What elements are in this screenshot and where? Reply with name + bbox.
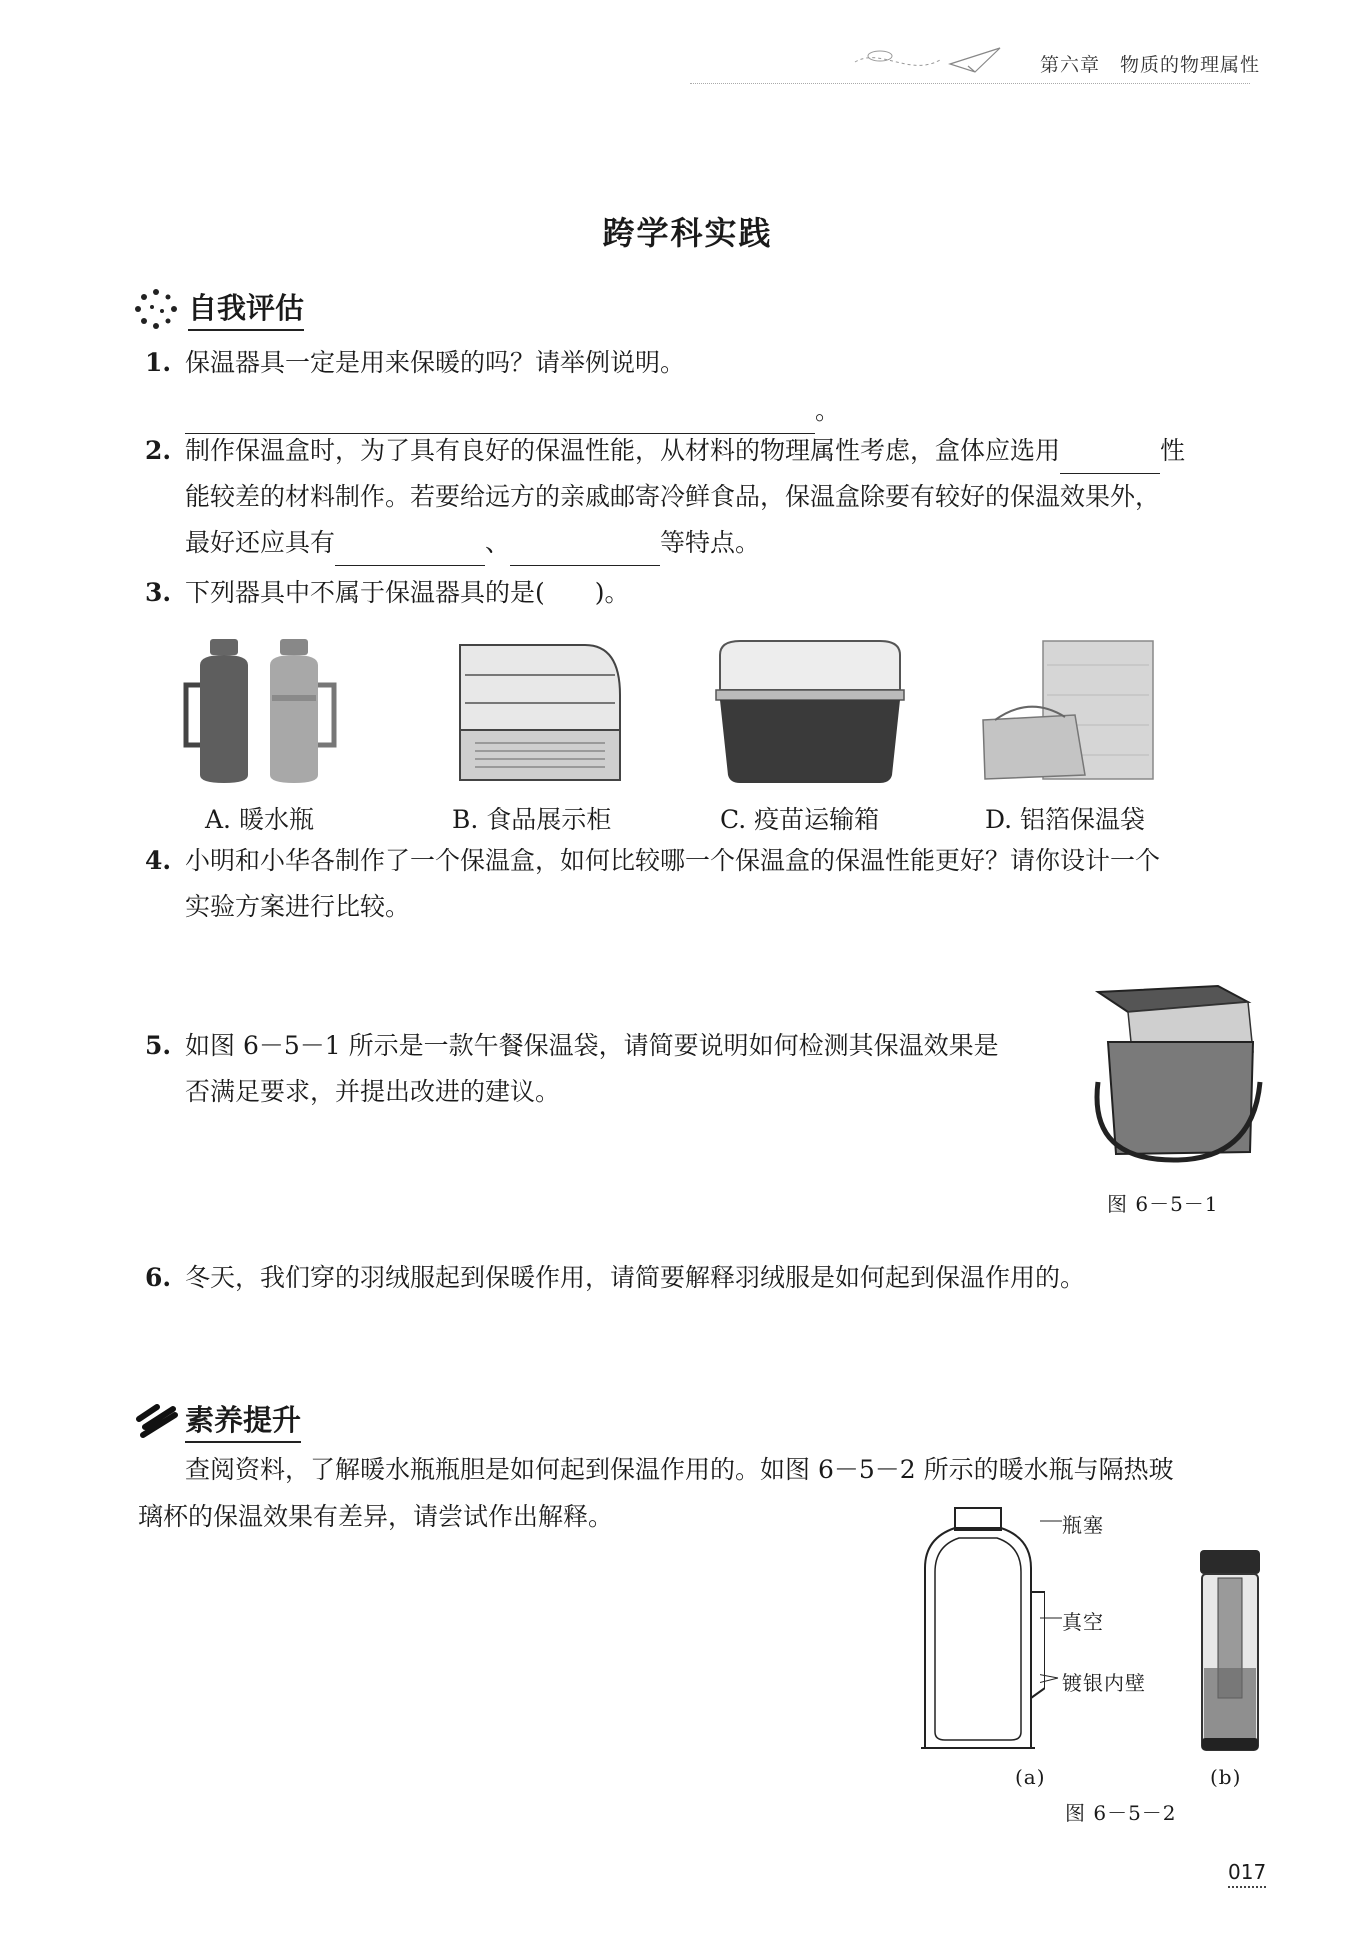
insulated-glass-cup-image [1198, 1548, 1262, 1753]
question-4 [145, 838, 1265, 930]
question-text: 冬天，我们穿的羽绒服起到保暖作用，请简要解释羽绒服是如何起到保温作用的。 [185, 1263, 1086, 1292]
question-text: 如图 6－5－1 所示是一款午餐保温袋，请简要说明如何检测其保温效果是 [185, 1031, 999, 1060]
section-heading-label: 素养提升 [185, 1398, 301, 1443]
question-6 [145, 1255, 1265, 1301]
question-text: 等特点。 [660, 528, 761, 557]
dots-icon [132, 287, 180, 331]
label-silvered-wall: 镀银内壁 [1062, 1671, 1146, 1695]
question-number: 4. [145, 846, 172, 875]
question-text: 性 [1160, 436, 1186, 465]
thermos-image [180, 635, 350, 785]
question-text: 实验方案进行比较。 [185, 892, 411, 921]
chapter-header: 第六章 物质的物理属性 [1039, 54, 1260, 76]
foil-bag-image [975, 635, 1185, 785]
period-mark: 。 [815, 396, 841, 425]
extension-question-line2: 璃杯的保温效果有差异，请尝试作出解释。 [138, 1502, 614, 1531]
page-number: 017 [1228, 1860, 1266, 1888]
page-title: 跨学科实践 [602, 214, 773, 252]
question-text: 小明和小华各制作了一个保温盒，如何比较哪一个保温盒的保温性能更好？请你设计一个 [185, 846, 1161, 875]
paper-plane-decoration [850, 42, 1010, 82]
label-vacuum: 真空 [1062, 1610, 1104, 1634]
option-b[interactable]: B. 食品展示柜 [452, 805, 612, 834]
question-number: 1. [145, 348, 172, 377]
display-cabinet-image [455, 635, 625, 785]
section-heading-label: 自我评估 [188, 286, 304, 331]
subfigure-b-label: (b) [1210, 1765, 1242, 1789]
question-2 [145, 428, 1265, 566]
section-literacy-improvement [135, 1398, 301, 1443]
option-a[interactable]: A. 暖水瓶 [205, 805, 314, 834]
question-5 [145, 1023, 1065, 1115]
question-number: 3. [145, 578, 172, 607]
vaccine-cooler-image [710, 635, 910, 785]
question-text: 否满足要求，并提出改进的建议。 [185, 1077, 561, 1106]
separator: 、 [485, 528, 511, 557]
question-text: 能较差的材料制作。若要给远方的亲戚邮寄冷鲜食品，保温盒除要有较好的保温效果外， [185, 482, 1161, 511]
question-text: 下列器具中不属于保温器具的是( )。 [185, 578, 630, 607]
option-d[interactable]: D. 铝箔保温袋 [985, 805, 1146, 834]
header-divider [690, 83, 1250, 84]
answer-blank[interactable] [335, 535, 485, 566]
double-slash-icon [135, 1403, 179, 1439]
question-3 [145, 570, 630, 616]
question-text: 制作保温盒时，为了具有良好的保温性能，从材料的物理属性考虑，盒体应选用 [185, 436, 1061, 465]
section-self-assessment [132, 286, 304, 331]
extension-question-line1: 查阅资料，了解暖水瓶瓶胆是如何起到保温作用的。如图 6－5－2 所示的暖水瓶与隔热玻 [185, 1455, 1174, 1484]
subfigure-a-label: (a) [1015, 1765, 1046, 1789]
figure-6-5-2-caption: 图 6－5－2 [1065, 1801, 1177, 1825]
answer-blank[interactable] [510, 535, 660, 566]
answer-blank[interactable] [1060, 443, 1160, 474]
lunch-bag-image [1088, 982, 1263, 1172]
question-number: 2. [145, 436, 172, 465]
figure-6-5-1-caption: 图 6－5－1 [1107, 1192, 1219, 1216]
thermos-diagram [915, 1498, 1045, 1760]
question-text: 最好还应具有 [185, 528, 336, 557]
question-number: 5. [145, 1031, 172, 1060]
question-text: 保温器具一定是用来保暖的吗？请举例说明。 [185, 348, 686, 377]
label-stopper: 瓶塞 [1062, 1513, 1104, 1537]
option-c[interactable]: C. 疫苗运输箱 [720, 805, 880, 834]
question-1 [145, 340, 685, 386]
question-number: 6. [145, 1263, 172, 1292]
